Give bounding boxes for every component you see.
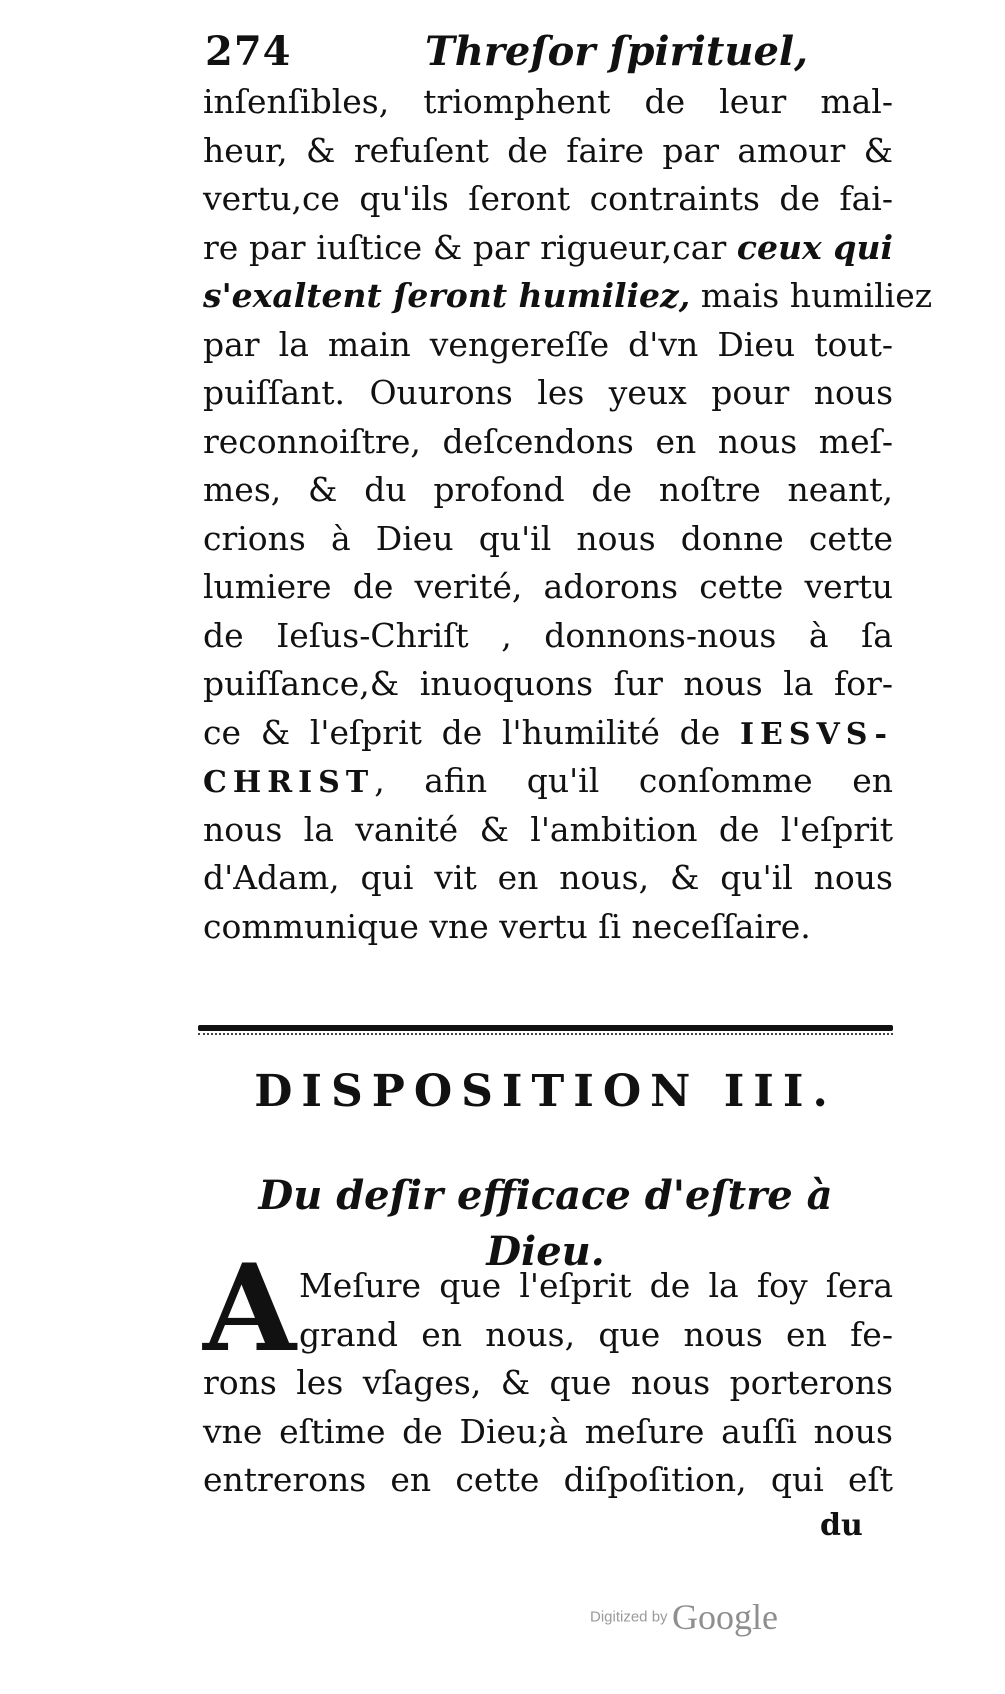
section-subtitle: Du deſir efficace d'eſtre à Dieu.: [258, 1172, 833, 1275]
text-line: d'Adam, qui vit en nous, & qu'il nous: [203, 858, 893, 897]
text-line: crions à Dieu qu'il nous donne cette: [203, 518, 893, 558]
digitized-footer: [590, 1596, 778, 1646]
section-heading: DISPOSITION III.: [254, 1066, 837, 1117]
page-number: 274: [205, 28, 292, 75]
paragraph-2: [203, 1262, 893, 1505]
drop-cap: A: [203, 1238, 297, 1379]
text-line: lumiere de verité, adorons cette vertu: [203, 567, 893, 606]
italic-quote: ceux qui: [736, 227, 893, 267]
text-line: vne eſtime de Dieu;à meſure auſſi nous: [203, 1411, 893, 1451]
ornamental-rule: [198, 1025, 893, 1031]
text-line: par la main vengereſſe d'vn Dieu tout-: [203, 324, 893, 364]
catchword: du: [820, 1508, 863, 1543]
text-line: Meſure que l'eſprit de la foy ſera: [299, 1266, 893, 1305]
text-line: [203, 757, 893, 806]
text-line: de Ieſus-Chriſt , donnons-nous à ſa: [203, 615, 893, 655]
text-line: reconnoiſtre, deſcendons en nous meſ-: [203, 421, 893, 461]
page-header: [205, 22, 885, 82]
text-span: ce & l'eſprit de l'humilité de: [203, 712, 740, 752]
text-line: inſenſibles, triomphent de leur mal-: [203, 82, 893, 121]
text-line: [203, 272, 933, 321]
text-line: mes, & du profond de noſtre neant,: [203, 470, 893, 509]
text-line: entrerons en cette diſpoſition, qui eſt: [203, 1460, 893, 1499]
text-line: puiſſant. Ouurons les yeux pour nous: [203, 373, 893, 412]
paragraph-1: [203, 78, 933, 951]
running-head: Threſor ſpirituel,: [425, 28, 809, 75]
text-line: [203, 709, 893, 758]
text-span: re par iuſtice & par rigueur,car: [203, 227, 737, 267]
text-span: mais humiliez: [690, 276, 933, 315]
small-caps-name: CHRIST: [203, 765, 375, 800]
text-line: puiſſance,& inuoquons ſur nous la for-: [203, 664, 893, 703]
ornamental-rule-dots: [198, 1033, 893, 1037]
text-line: rons les vſages, & que nous porterons: [203, 1363, 893, 1402]
italic-quote: s'exaltent ſeront humiliez,: [203, 276, 691, 315]
text-line: nous la vanité & l'ambition de l'eſprit: [203, 809, 893, 849]
google-brand: Google: [672, 1597, 778, 1637]
text-span: , afin qu'il conſomme en: [374, 761, 893, 800]
text-line: grand en nous, que nous en fe-: [299, 1314, 893, 1354]
text-line: heur, & refuſent de faire par amour &: [203, 130, 893, 170]
small-caps-name: IESVS-: [739, 716, 893, 752]
text-line: vertu,ce qu'ils ſeront contraints de fai-: [203, 179, 893, 218]
digitized-by-label: Digitized by: [590, 1608, 668, 1626]
text-line-last: communique vne vertu ſi neceſſaire.: [203, 906, 811, 946]
text-line: [203, 224, 893, 273]
